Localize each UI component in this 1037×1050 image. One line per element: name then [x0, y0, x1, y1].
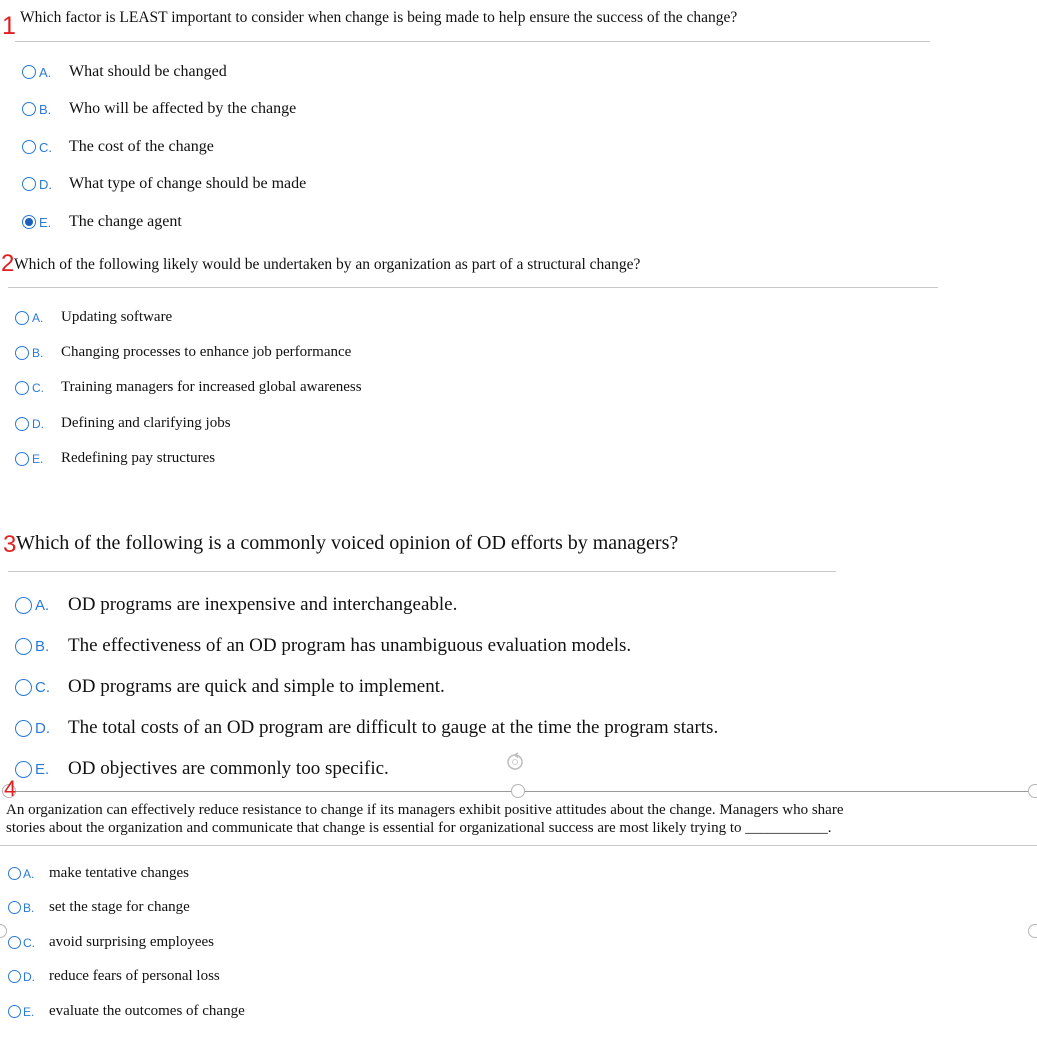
option-text: Updating software	[61, 309, 173, 325]
option-a[interactable]	[8, 865, 189, 882]
option-letter: C.	[32, 380, 44, 395]
radio-button[interactable]	[22, 102, 36, 116]
option-text: avoid surprising employees	[49, 934, 214, 950]
option-letter: C.	[35, 678, 50, 696]
question-text: Which of the following likely would be undertaken by an organization as part of a structural change?	[14, 256, 641, 273]
radio-button[interactable]	[8, 867, 21, 880]
option-letter: D.	[39, 176, 52, 192]
option-text: Defining and clarifying jobs	[61, 415, 231, 431]
question-number: 4	[4, 776, 17, 801]
option-text: What type of change should be made	[69, 175, 307, 192]
option-a[interactable]	[22, 63, 227, 81]
option-letter: D.	[32, 416, 44, 431]
radio-button[interactable]	[15, 720, 32, 737]
radio-button[interactable]	[15, 381, 29, 395]
option-b[interactable]	[22, 100, 296, 118]
resize-handle-top-center[interactable]	[511, 784, 525, 798]
option-text: Who will be affected by the change	[69, 100, 297, 117]
option-letter: B.	[39, 101, 52, 117]
option-e[interactable]	[15, 450, 215, 467]
question-text: Which of the following is a commonly voiced opinion of OD efforts by managers?	[16, 532, 679, 554]
option-letter: B.	[23, 900, 35, 915]
option-c[interactable]	[15, 379, 362, 396]
radio-button[interactable]	[15, 761, 32, 778]
radio-button[interactable]	[15, 346, 29, 360]
option-a[interactable]	[15, 594, 457, 616]
option-letter: A.	[39, 64, 52, 80]
option-text: The total costs of an OD program are difficult to gauge at the time the program starts.	[68, 717, 719, 738]
option-c[interactable]	[22, 138, 214, 156]
option-d[interactable]	[15, 717, 718, 739]
radio-button-selected[interactable]	[22, 215, 36, 229]
radio-button[interactable]	[22, 177, 36, 191]
question-number: 2	[1, 250, 15, 277]
question-text-line-1: An organization can effectively reduce resistance to change if its managers exhibit positive attitudes about the change. Managers who share	[6, 802, 844, 818]
question-text-line-2: stories about the organization and communicate that change is essential for organizational success are most likely trying to ___________.	[6, 820, 832, 836]
option-letter: E.	[39, 214, 52, 230]
option-letter: D.	[23, 969, 35, 984]
option-letter: C.	[39, 139, 52, 155]
radio-button[interactable]	[8, 970, 21, 983]
radio-button[interactable]	[15, 638, 32, 655]
option-text: The change agent	[69, 213, 182, 230]
option-e[interactable]	[8, 1003, 245, 1020]
radio-button[interactable]	[15, 452, 29, 466]
option-text: What should be changed	[69, 63, 227, 80]
question-divider	[0, 845, 1037, 846]
resize-handle-middle-left[interactable]	[0, 924, 7, 938]
option-letter: E.	[32, 451, 44, 466]
radio-button[interactable]	[8, 901, 21, 914]
resize-handle-top-right[interactable]	[1028, 784, 1037, 798]
question-divider	[15, 41, 930, 42]
option-letter: B.	[32, 345, 44, 360]
question-number: 1	[2, 12, 16, 40]
option-c[interactable]	[15, 676, 445, 698]
option-d[interactable]	[22, 175, 306, 193]
question-divider	[8, 571, 836, 572]
option-b[interactable]	[15, 635, 631, 657]
option-text: Changing processes to enhance job performance	[61, 344, 352, 360]
option-text: make tentative changes	[49, 865, 189, 881]
option-letter: D.	[35, 719, 50, 737]
question-divider	[8, 287, 938, 288]
option-letter: A.	[35, 596, 50, 614]
option-text: evaluate the outcomes of change	[49, 1003, 245, 1019]
option-e[interactable]	[15, 758, 389, 780]
option-letter: A.	[23, 866, 35, 881]
option-text: OD objectives are commonly too specific.	[68, 758, 389, 779]
radio-button[interactable]	[15, 417, 29, 431]
option-e[interactable]	[22, 213, 182, 231]
radio-button[interactable]	[22, 140, 36, 154]
option-text: Redefining pay structures	[61, 450, 216, 466]
option-c[interactable]	[8, 934, 214, 951]
rotate-icon[interactable]	[505, 752, 525, 777]
option-letter: C.	[23, 935, 35, 950]
option-b[interactable]	[15, 344, 351, 361]
option-text: The effectiveness of an OD program has unambiguous evaluation models.	[68, 635, 632, 656]
question-number: 3	[3, 531, 17, 558]
radio-button[interactable]	[15, 597, 32, 614]
option-text: OD programs are quick and simple to implement.	[68, 676, 445, 697]
option-a[interactable]	[15, 309, 172, 326]
option-text: set the stage for change	[49, 899, 190, 915]
radio-button[interactable]	[15, 679, 32, 696]
option-letter: A.	[32, 310, 44, 325]
option-letter: B.	[35, 637, 50, 655]
radio-button[interactable]	[8, 936, 21, 949]
radio-button[interactable]	[22, 65, 36, 79]
option-d[interactable]	[15, 415, 231, 432]
option-text: Training managers for increased global awareness	[61, 379, 362, 395]
radio-button[interactable]	[15, 311, 29, 325]
option-text: reduce fears of personal loss	[49, 968, 220, 984]
option-letter: E.	[35, 760, 50, 778]
radio-button[interactable]	[8, 1005, 21, 1018]
question-text: Which factor is LEAST important to consider when change is being made to help ensure the success of the change?	[20, 9, 738, 26]
option-letter: E.	[23, 1004, 35, 1019]
option-text: OD programs are inexpensive and interchangeable.	[68, 594, 458, 615]
option-text: The cost of the change	[69, 138, 214, 155]
option-b[interactable]	[8, 899, 190, 916]
resize-handle-middle-right[interactable]	[1028, 924, 1037, 938]
option-d[interactable]	[8, 968, 220, 985]
